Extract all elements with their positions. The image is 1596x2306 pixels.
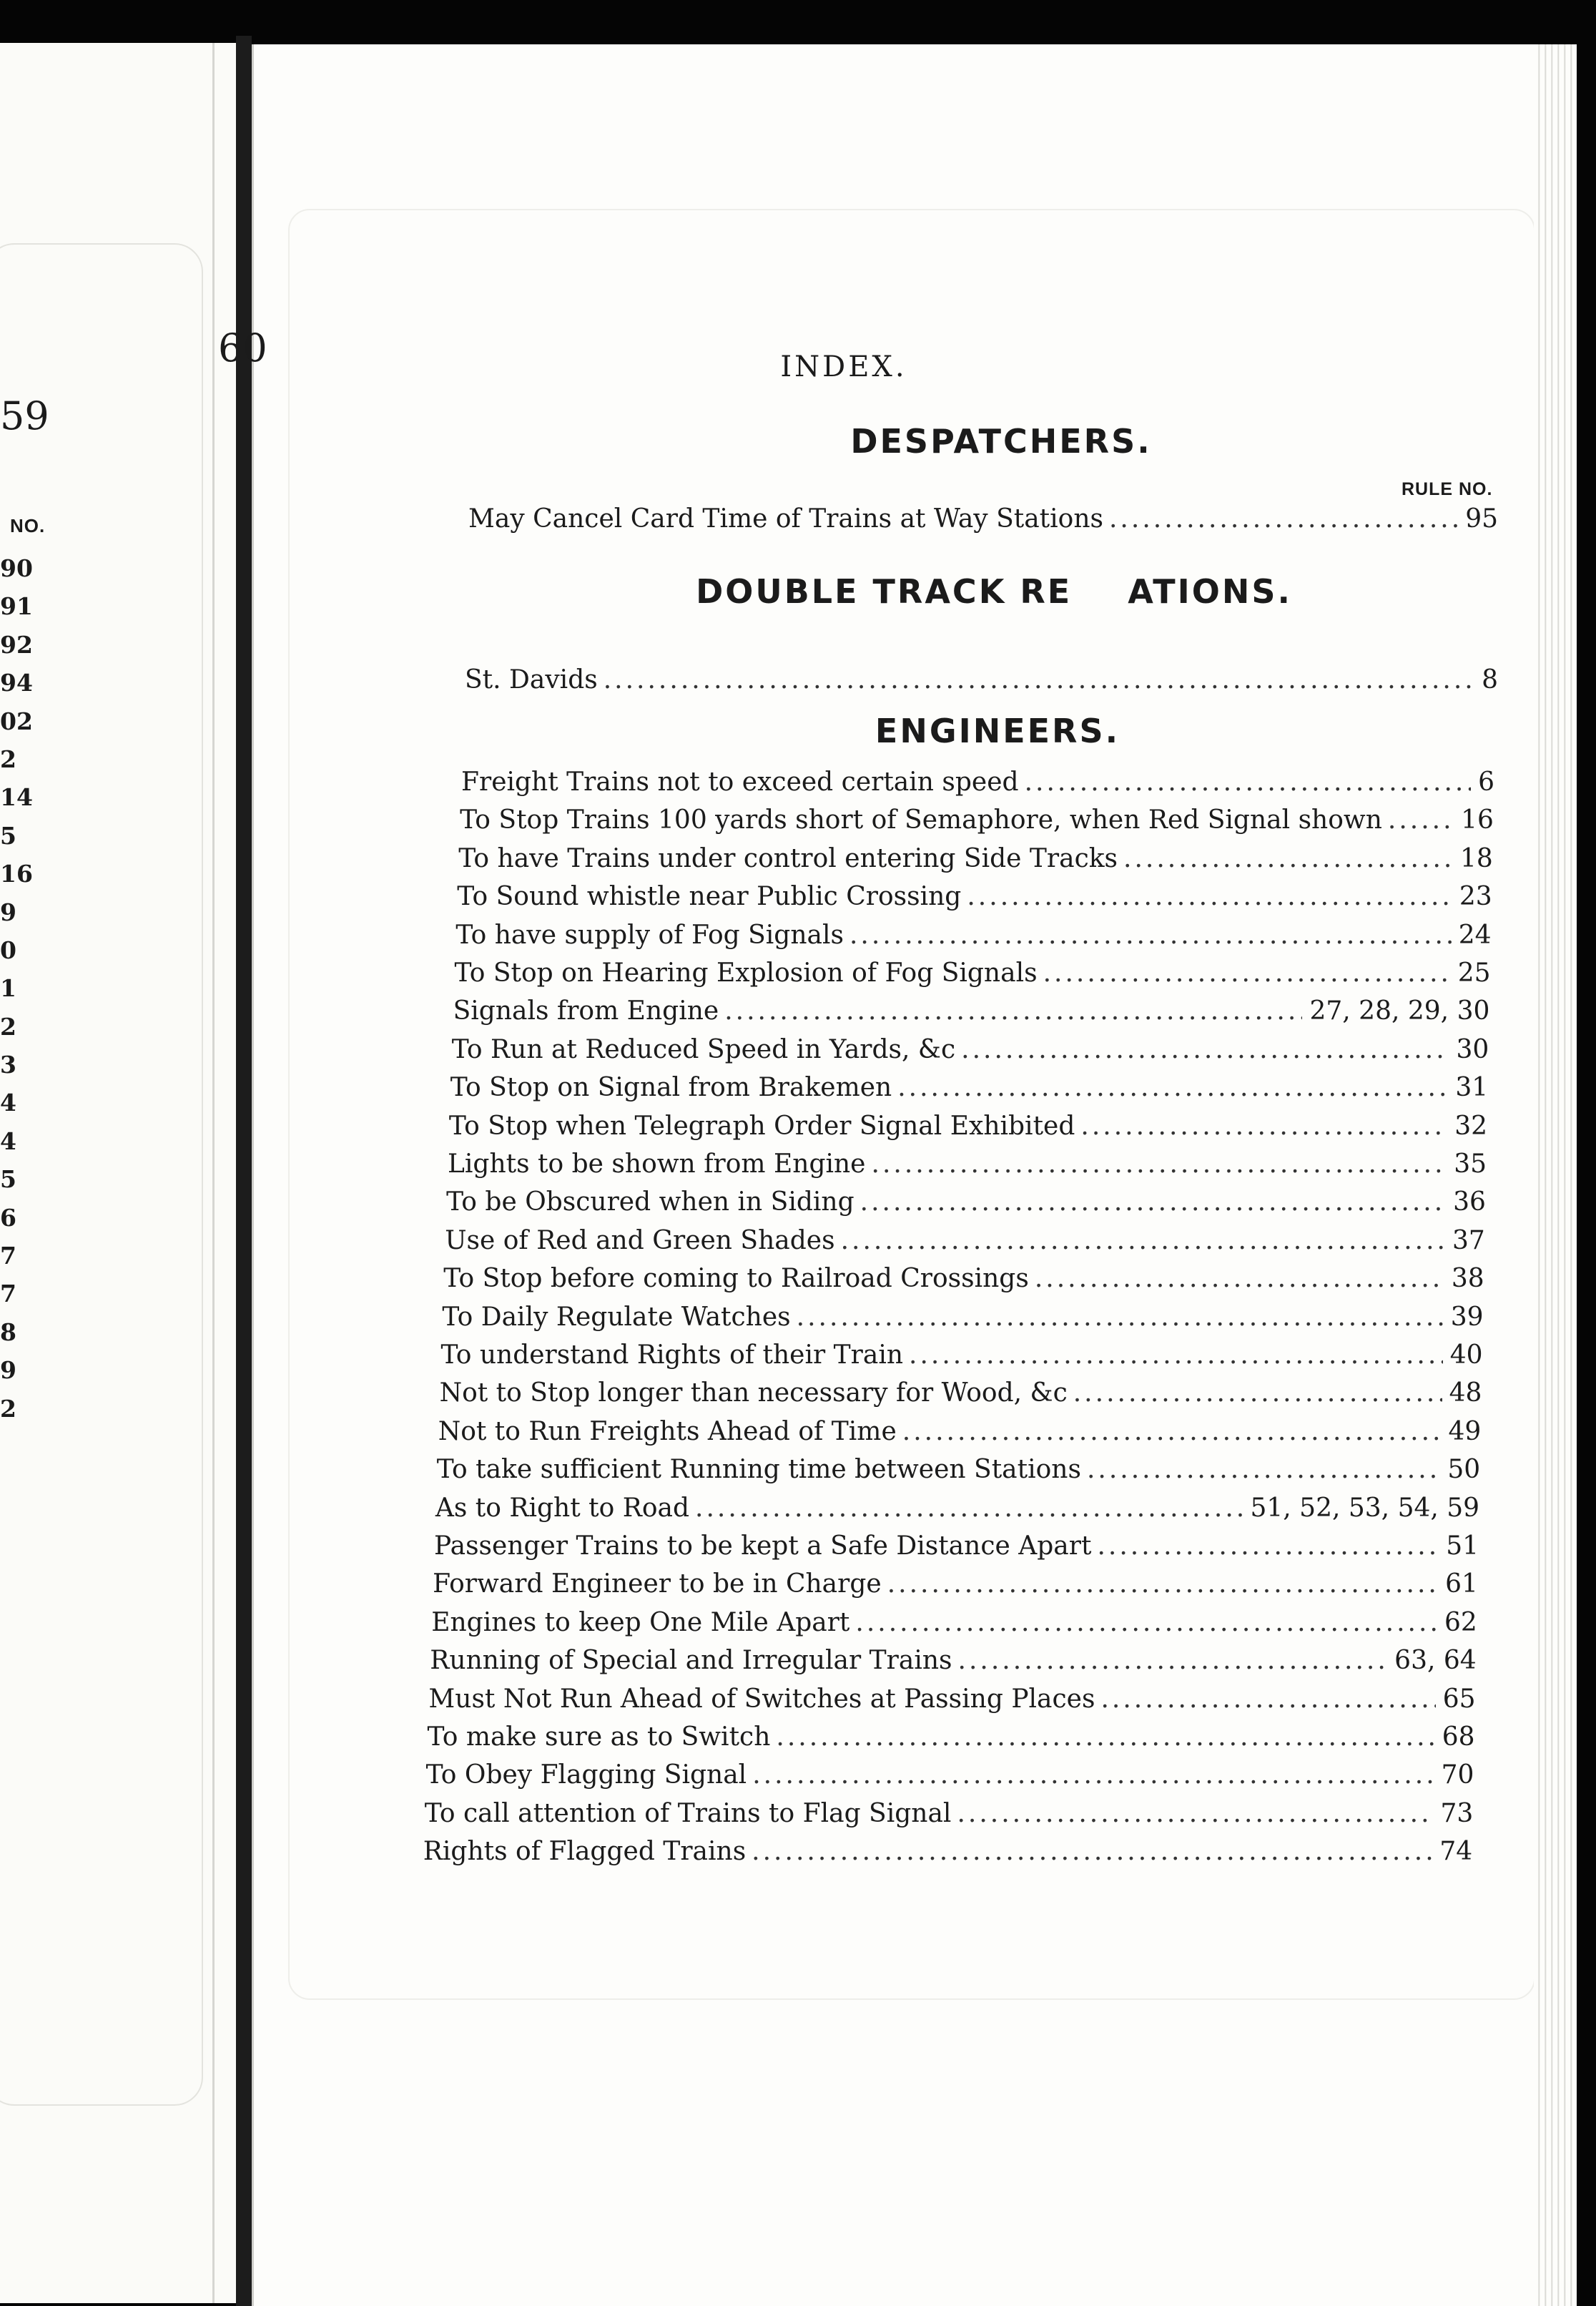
leader-dots <box>872 1146 1447 1183</box>
leader-dots <box>695 1490 1243 1527</box>
entry-rule-number: 51 <box>1446 1531 1479 1561</box>
leader-dots <box>1025 764 1472 801</box>
entry-rule-number: 38 <box>1451 1264 1484 1294</box>
left-rule-number: 4 <box>0 1127 16 1155</box>
index-entry <box>465 662 1498 699</box>
index-entry <box>441 1337 1483 1374</box>
left-rule-number: 1 <box>0 974 16 1003</box>
entry-rule-number: 24 <box>1458 920 1492 950</box>
entry-rule-number: 8 <box>1482 665 1498 695</box>
entry-text: St. Davids <box>465 665 598 695</box>
entry-rule-number: 65 <box>1442 1684 1476 1714</box>
index-entry <box>438 1413 1482 1451</box>
left-rule-number: 7 <box>0 1242 16 1270</box>
book-gutter <box>236 36 252 2306</box>
rule-no-column-head: RULE NO. <box>1402 479 1493 499</box>
left-rule-numbers <box>0 549 33 1428</box>
leader-dots <box>957 1795 1433 1832</box>
left-column-head: NO. <box>10 515 46 536</box>
leader-dots <box>902 1413 1442 1451</box>
entry-rule-number: 25 <box>1457 958 1491 988</box>
page-edge <box>1534 44 1577 2306</box>
entry-text: Rights of Flagged Trains <box>423 1837 747 1867</box>
entry-text: To Stop Trains 100 yards short of Semaphore, when Red Signal shown <box>460 805 1382 835</box>
entry-rule-number: 49 <box>1448 1416 1482 1446</box>
left-page-number: 59 <box>0 393 49 438</box>
entry-text: To have supply of Fog Signals <box>455 920 844 950</box>
index-entry <box>443 1260 1484 1297</box>
leader-dots <box>909 1337 1443 1374</box>
entry-rule-number: 70 <box>1441 1760 1474 1790</box>
index-entry <box>426 1757 1474 1794</box>
entry-rule-number: 63, 64 <box>1394 1646 1477 1676</box>
left-rule-number: 6 <box>0 1203 16 1232</box>
left-rule-number: 9 <box>0 898 16 926</box>
entry-text: To Stop before coming to Railroad Crossings <box>443 1264 1029 1294</box>
leader-dots <box>958 1642 1388 1679</box>
entry-rule-number: 37 <box>1452 1225 1485 1255</box>
left-rule-number: 5 <box>0 821 16 850</box>
leader-dots <box>849 917 1452 954</box>
left-rule-number: 92 <box>0 630 33 659</box>
entry-rule-number: 61 <box>1445 1569 1478 1599</box>
left-rule-number: 3 <box>0 1051 16 1079</box>
left-rule-number: 2 <box>0 745 16 773</box>
index-entry <box>437 1451 1480 1488</box>
entry-text: To Stop on Hearing Explosion of Fog Signals <box>454 958 1038 988</box>
entry-text: Signals from Engine <box>453 996 719 1026</box>
entry-rule-number: 31 <box>1455 1073 1489 1103</box>
leader-dots <box>1087 1451 1440 1488</box>
leader-dots <box>1097 1528 1439 1565</box>
leader-dots <box>752 1833 1432 1870</box>
index-entry <box>433 1566 1478 1603</box>
entry-rule-number: 32 <box>1454 1111 1488 1141</box>
index-entry <box>428 1719 1475 1756</box>
entry-rule-number: 35 <box>1454 1149 1487 1179</box>
entry-rule-number: 18 <box>1459 843 1493 873</box>
entry-text: Must Not Run Ahead of Switches at Passing Places <box>428 1684 1095 1714</box>
entry-rule-number: 16 <box>1461 805 1494 835</box>
left-rule-number: 7 <box>0 1280 16 1308</box>
left-rule-number: 94 <box>0 669 33 697</box>
left-rule-number: 2 <box>0 1394 16 1423</box>
index-entry <box>453 993 1490 1030</box>
entry-rule-number: 40 <box>1449 1340 1483 1370</box>
index-entry <box>449 1108 1487 1145</box>
entry-text: To make sure as to Switch <box>427 1722 771 1752</box>
entry-text: To call attention of Trains to Flag Signal <box>424 1798 952 1828</box>
leader-dots <box>887 1566 1438 1603</box>
left-page-fold <box>212 43 215 2303</box>
left-rule-number: 4 <box>0 1089 16 1117</box>
entry-text: To Daily Regulate Watches <box>442 1302 791 1332</box>
entry-rule-number: 73 <box>1440 1798 1474 1828</box>
leader-dots <box>860 1184 1446 1221</box>
index-entry <box>431 1604 1477 1642</box>
left-rule-number: 9 <box>0 1356 16 1385</box>
entry-text: Not to Run Freights Ahead of Time <box>438 1416 897 1446</box>
entry-text: To Stop on Signal from Brakemen <box>450 1073 892 1103</box>
section-title-engineers: ENGINEERS. <box>875 712 1120 750</box>
leader-dots <box>1035 1260 1444 1297</box>
entry-text: To take sufficient Running time between Stations <box>436 1455 1081 1485</box>
entry-text: Running of Special and Irregular Trains <box>430 1646 952 1676</box>
index-entry <box>434 1528 1479 1565</box>
leader-dots <box>841 1222 1445 1260</box>
left-rule-number: 8 <box>0 1318 16 1346</box>
entry-rule-number: 62 <box>1444 1607 1477 1637</box>
leader-dots <box>797 1299 1444 1336</box>
index-entry <box>460 802 1494 839</box>
left-rule-number: 02 <box>0 707 33 735</box>
left-page <box>0 43 237 2303</box>
leader-dots <box>1043 955 1451 992</box>
entry-rule-number: 27, 28, 29, 30 <box>1309 996 1490 1026</box>
leader-dots <box>604 662 1474 699</box>
entry-text: May Cancel Card Time of Trains at Way Stations <box>468 504 1103 534</box>
index-entry <box>440 1375 1482 1412</box>
index-entry <box>435 1490 1479 1527</box>
entry-text: Freight Trains not to exceed certain speed <box>461 767 1019 797</box>
entry-text: To understand Rights of their Train <box>440 1340 904 1370</box>
leader-dots <box>1109 501 1458 538</box>
entry-text: Use of Red and Green Shades <box>445 1225 835 1255</box>
leader-dots <box>855 1604 1437 1642</box>
entry-text: To Stop when Telegraph Order Signal Exhibited <box>448 1111 1075 1141</box>
index-entry <box>442 1299 1483 1336</box>
index-entry <box>450 1069 1488 1107</box>
leader-dots <box>776 1719 1434 1756</box>
leader-dots <box>1100 1681 1435 1718</box>
leader-dots <box>724 993 1302 1030</box>
entry-text: Forward Engineer to be in Charge <box>433 1569 882 1599</box>
entry-rule-number: 36 <box>1453 1187 1486 1217</box>
entry-text: To Obey Flagging Signal <box>425 1760 747 1790</box>
entry-text: Engines to keep One Mile Apart <box>431 1607 850 1637</box>
index-entry <box>425 1795 1474 1832</box>
index-entry <box>445 1222 1485 1260</box>
index-entry <box>428 1681 1475 1718</box>
left-rule-number: 16 <box>0 860 33 888</box>
entry-text: To Sound whistle near Public Crossing <box>457 882 962 912</box>
entry-text: As to Right to Road <box>435 1493 690 1523</box>
entry-rule-number: 68 <box>1442 1722 1475 1752</box>
entry-rule-number: 95 <box>1465 504 1498 534</box>
leader-dots <box>1388 802 1454 839</box>
page-number: 60 <box>218 325 267 371</box>
leader-dots <box>897 1069 1448 1107</box>
index-entry <box>455 917 1491 954</box>
index-entry <box>430 1642 1476 1679</box>
left-rule-number: 5 <box>0 1165 16 1194</box>
left-rule-number: 14 <box>0 783 33 812</box>
leader-dots <box>1123 840 1453 878</box>
running-head: INDEX. <box>780 350 907 383</box>
entry-text: Passenger Trains to be kept a Safe Distance Apart <box>434 1531 1092 1561</box>
leader-dots <box>1080 1108 1447 1145</box>
left-rule-number: 0 <box>0 936 16 964</box>
leader-dots <box>961 1031 1449 1069</box>
section-title-despatchers: DESPATCHERS. <box>850 422 1152 461</box>
index-entry <box>448 1146 1487 1183</box>
index-entry <box>452 1031 1489 1069</box>
entry-rule-number: 74 <box>1439 1837 1473 1867</box>
leader-dots <box>1073 1375 1442 1412</box>
index-entry <box>457 878 1492 916</box>
entry-text: To be Obscured when in Siding <box>446 1187 854 1217</box>
index-entry <box>468 501 1498 538</box>
left-rule-number: 90 <box>0 554 33 582</box>
section-title-double-track: DOUBLE TRACK RE ATIONS. <box>696 572 1292 611</box>
left-rule-number: 91 <box>0 592 33 621</box>
left-rule-number: 2 <box>0 1012 16 1041</box>
entry-text: Not to Stop longer than necessary for Wood, &c <box>439 1378 1068 1408</box>
entry-rule-number: 51, 52, 53, 54, 59 <box>1250 1493 1480 1523</box>
entry-rule-number: 6 <box>1478 767 1494 797</box>
entry-text: Lights to be shown from Engine <box>448 1149 866 1179</box>
entry-rule-number: 30 <box>1456 1034 1489 1064</box>
entry-text: To have Trains under control entering Side Tracks <box>458 843 1118 873</box>
index-entry <box>423 1833 1472 1870</box>
entry-rule-number: 23 <box>1459 882 1492 912</box>
index-entry <box>455 955 1491 992</box>
index-entry <box>446 1184 1486 1221</box>
entry-rule-number: 50 <box>1447 1455 1481 1485</box>
index-entry <box>458 840 1493 878</box>
entry-rule-number: 39 <box>1450 1302 1484 1332</box>
entry-rule-number: 48 <box>1449 1378 1482 1408</box>
leader-dots <box>967 878 1452 916</box>
index-entry <box>461 764 1494 801</box>
leader-dots <box>752 1757 1434 1794</box>
entry-text: To Run at Reduced Speed in Yards, &c <box>451 1034 956 1064</box>
